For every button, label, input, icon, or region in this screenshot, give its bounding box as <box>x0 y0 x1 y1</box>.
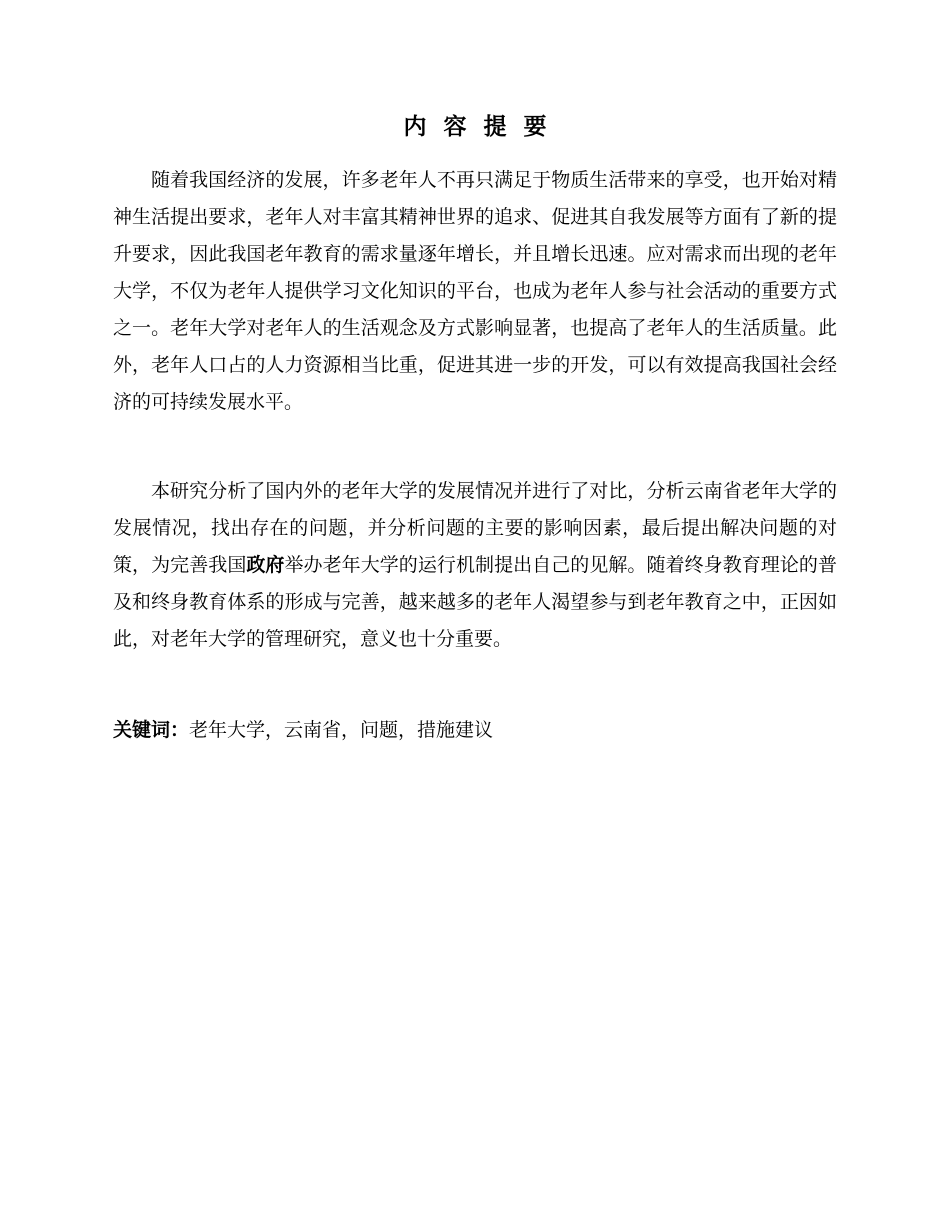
paragraph-2-emphasis: 政府 <box>246 554 285 576</box>
abstract-paragraph-1: 随着我国经济的发展，许多老年人不再只满足于物质生活带来的享受，也开始对精神生活提出要求，老年人对丰富其精神世界的追求、促进其自我发展等方面有了新的提升要求，因此我国老年教育的需求量逐年增长，并且增长迅速。应对需求而出现的老年大学，不仅为老年人提供学习文化知识的平台，也成为老年人参与社会活动的重要方式之一。老年大学对老年人的生活观念及方式影响显著，也提高了老年人的生活质量。此外，老年人口占的人力资源相当比重，促进其进一步的开发，可以有效提高我国社会经济的可持续发展水平。 <box>113 169 837 413</box>
keywords-value: 老年大学，云南省，问题，措施建议 <box>189 719 494 741</box>
keywords-line <box>113 712 837 749</box>
abstract-paragraph-2 <box>113 473 837 658</box>
paragraph-2-text-before: 本研究分析了国内外的老年大学的发展情况并进行了对比，分析云南省老年大学的发展情况，找出存在的问题，并分析问题的主要的影响因素，最后提出解决问题的对策，为完善我国 <box>113 480 837 576</box>
page-title: 内容提要 <box>403 114 564 140</box>
keywords-label: 关键词： <box>113 719 190 741</box>
paragraph-2-text-after: 举办老年大学的运行机制提出自己的见解。随着终身教育理论的普及和终身教育体系的形成与完善，越来越多的老年人渴望参与到老年教育之中，正因如此，对老年大学的管理研究，意义也十分重要。 <box>113 554 837 650</box>
